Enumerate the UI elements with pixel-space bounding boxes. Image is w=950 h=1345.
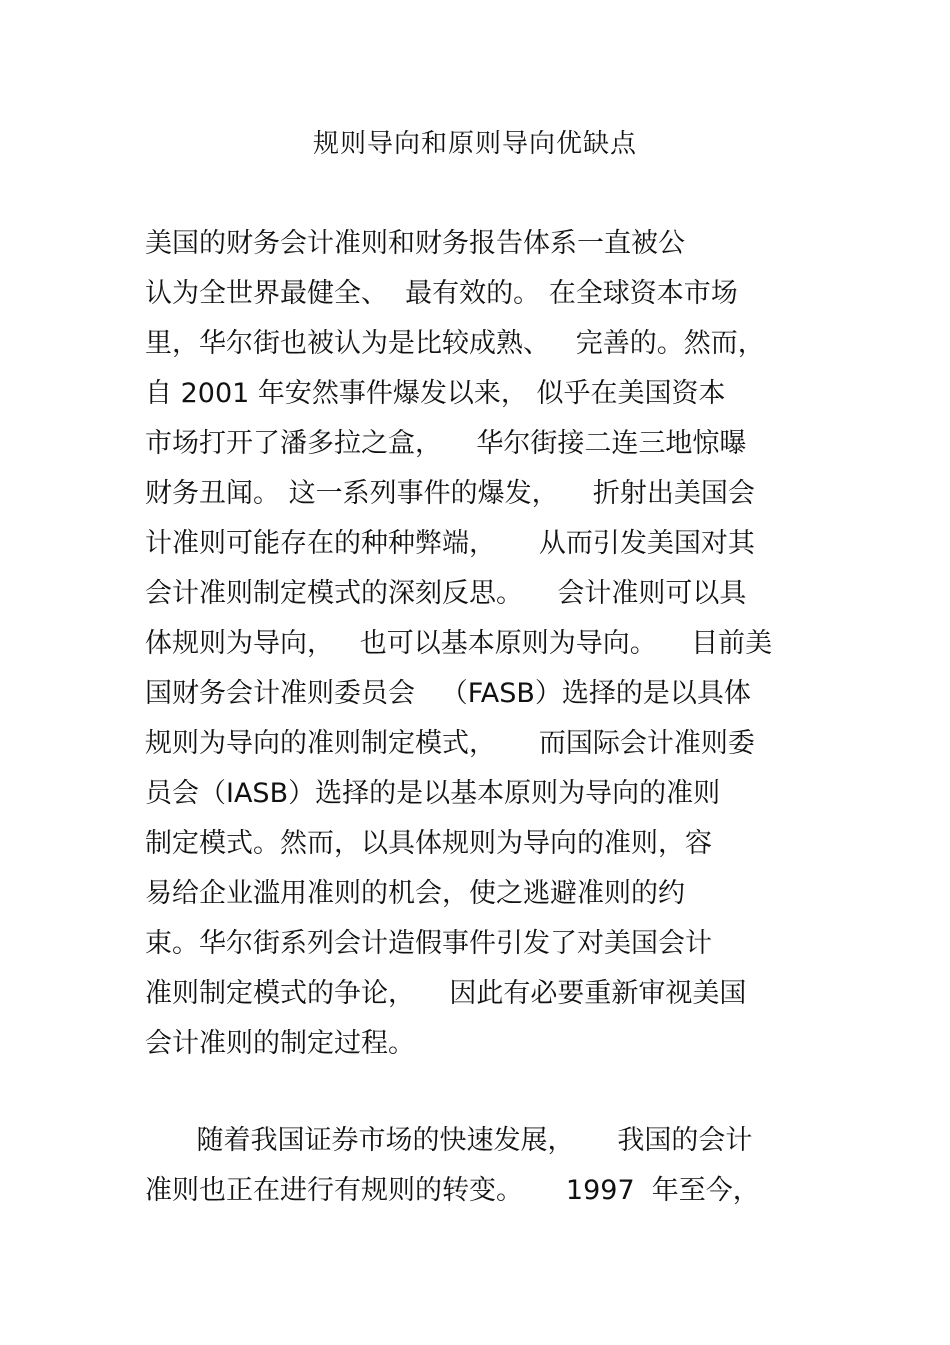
paragraph-line: 里，华尔街也被认为是比较成熟、 完善的。然而， — [145, 328, 765, 359]
paragraph-1 — [145, 219, 815, 1069]
paragraph-line: 国财务会计准则委员会 （FASB）选择的是以具体 — [145, 678, 751, 709]
paragraph-2 — [145, 1116, 815, 1216]
paragraph-line: 员会（IASB）选择的是以基本原则为导向的准则 — [145, 778, 721, 809]
paragraph-line: 认为全世界最健全、 最有效的。 在全球资本市场 — [145, 278, 738, 309]
paragraph-line: 市场打开了潘多拉之盒， 华尔街接二连三地惊曝 — [145, 428, 747, 459]
paragraph-line: 美国的财务会计准则和财务报告体系一直被公 — [145, 228, 685, 259]
document-title: 规则导向和原则导向优缺点 — [312, 129, 637, 159]
paragraph-line: 自 2001 年安然事件爆发以来， 似乎在美国资本 — [145, 378, 726, 409]
paragraph-line: 财务丑闻。 这一系列事件的爆发， 折射出美国会 — [145, 478, 755, 509]
paragraph-line: 随着我国证券市场的快速发展， 我国的会计 — [145, 1125, 753, 1156]
paragraph-line: 制定模式。然而，以具体规则为导向的准则，容 — [145, 828, 712, 859]
paragraph-line: 体规则为导向， 也可以基本原则为导向。 目前美 — [145, 628, 773, 659]
paragraph-line: 计准则可能存在的种种弊端， 从而引发美国对其 — [145, 528, 755, 559]
paragraph-line: 准则制定模式的争论， 因此有必要重新审视美国 — [145, 978, 747, 1009]
paragraph-line: 准则也正在进行有规则的转变。 1997 年至今， — [145, 1175, 760, 1206]
paragraph-line: 会计准则的制定过程。 — [145, 1028, 415, 1059]
paragraph-line: 规则为导向的准则制定模式， 而国际会计准则委 — [145, 728, 755, 759]
paragraph-line: 易给企业滥用准则的机会，使之逃避准则的约 — [145, 878, 685, 909]
paragraph-line: 束。华尔街系列会计造假事件引发了对美国会计 — [145, 928, 712, 959]
paragraph-line: 会计准则制定模式的深刻反思。 会计准则可以具 — [145, 578, 747, 609]
